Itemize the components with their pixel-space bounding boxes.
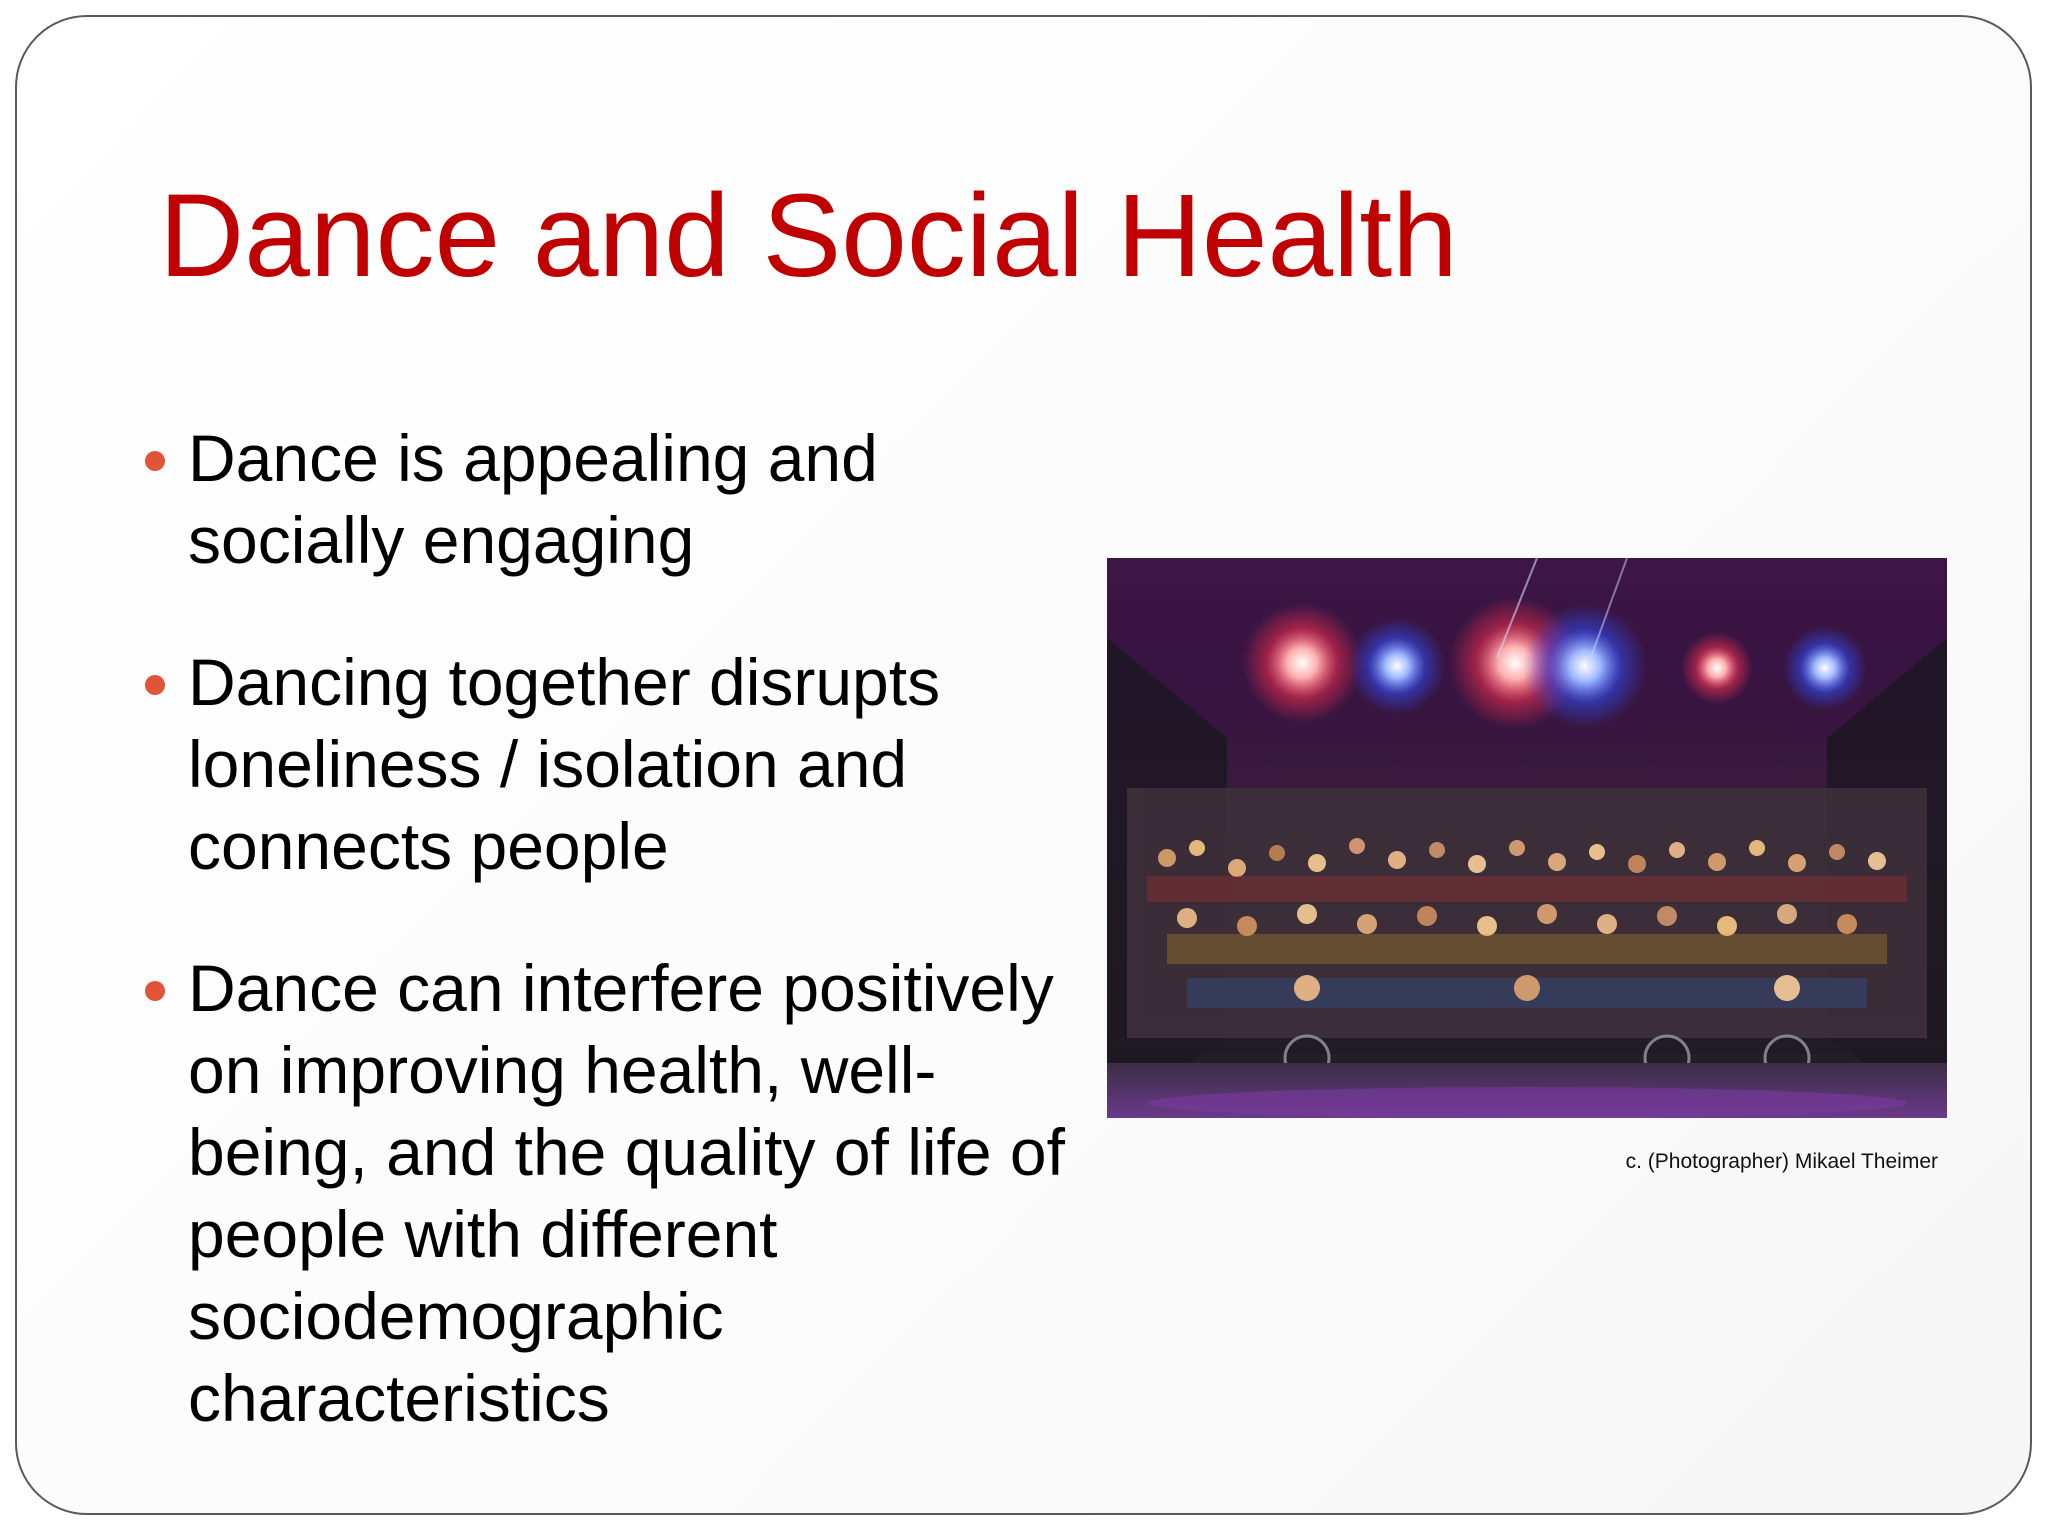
slide-title: Dance and Social Health — [159, 170, 1458, 302]
bullet-text: Dance is appealing and socially engaging — [188, 421, 878, 577]
bullet-list — [130, 417, 1070, 1499]
bullet-dot-icon — [145, 981, 165, 1001]
bullet-item — [130, 641, 1070, 887]
slide — [15, 15, 2032, 1515]
bullet-item — [130, 417, 1070, 581]
bullet-dot-icon — [145, 451, 165, 471]
bullet-item — [130, 947, 1070, 1439]
bullet-dot-icon — [145, 675, 165, 695]
bullet-text: Dance can interfere positively on improving health, well-being, and the quality of life of people with different sociodemographic characteristics — [188, 951, 1065, 1435]
bullet-text: Dancing together disrupts loneliness / isolation and connects people — [188, 645, 941, 883]
audience-photo — [1107, 558, 1947, 1118]
photo-credit: c. (Photographer) Mikael Theimer — [1625, 1150, 1938, 1173]
